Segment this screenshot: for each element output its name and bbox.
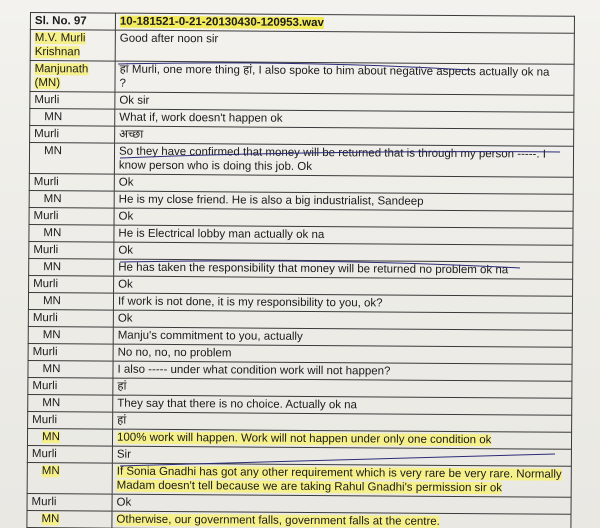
speaker-name: MN xyxy=(43,193,62,206)
dialogue-text: अच्छा xyxy=(119,128,144,141)
speaker-cell xyxy=(29,173,114,191)
speaker-name: MN xyxy=(41,465,60,478)
speaker-name: MN xyxy=(42,363,61,376)
dialogue-text: What if, work doesn't happen ok xyxy=(119,111,283,125)
dialogue-text: Ok xyxy=(116,496,132,509)
transcript-row xyxy=(27,510,571,528)
speaker-cell xyxy=(27,445,112,463)
speaker-name: MN xyxy=(41,513,60,526)
dialogue-text: He has taken the responsibility that money will be returned no problem ok na xyxy=(118,261,509,277)
speaker-name: MN xyxy=(42,295,61,308)
transcript-table xyxy=(26,12,575,528)
serial-number: Sl. No. 97 xyxy=(30,13,115,31)
transcript-row xyxy=(27,462,571,497)
dialogue-text: If Sonia Gnadhi has got any other requirement which is very rare be very rare. Normally Madam doesn't tell because we are taking Rahul Gnadhi's permission sir ok xyxy=(116,465,562,495)
speaker-name: M.V. Murli Krishnan xyxy=(34,32,86,59)
dialogue-text: Sir xyxy=(116,448,132,461)
speaker-cell xyxy=(29,190,114,208)
dialogue-text: हां Murli, one more thing हां, I also spoke to him about negative aspects actually ok na ? xyxy=(119,63,550,90)
dialogue-text: Ok xyxy=(118,176,134,189)
transcript-row xyxy=(30,61,574,96)
speaker-cell xyxy=(29,224,114,242)
dialogue-text: Ok xyxy=(118,210,134,223)
dialogue-text: They say that there is no choice. Actually ok na xyxy=(117,397,358,412)
speaker-cell xyxy=(27,493,112,511)
dialogue-text: Manju's commitment to you, actually xyxy=(117,329,303,343)
speaker-name: MN xyxy=(43,261,62,274)
speaker-name: MN xyxy=(41,431,60,444)
speaker-name: Murli xyxy=(34,94,60,107)
speaker-cell xyxy=(28,360,113,378)
speaker-cell xyxy=(30,126,115,144)
speaker-name: Murli xyxy=(32,414,58,427)
dialogue-text: I also ----- under what condition work will not happen? xyxy=(117,363,391,378)
speaker-name: Murli xyxy=(32,380,58,393)
speaker-name: Murli xyxy=(33,210,59,223)
dialogue-text: हां xyxy=(117,414,127,427)
transcript-row xyxy=(29,143,573,178)
speaker-name: Murli xyxy=(33,176,59,189)
speaker-cell xyxy=(30,30,115,62)
dialogue-text: He is Electrical lobby man actually ok na xyxy=(118,227,325,242)
dialogue-text: So they have confirmed that money will be returned that is through my person -----. I know person who is doing this job. Ok xyxy=(118,145,547,173)
speaker-cell xyxy=(28,292,113,310)
speaker-cell xyxy=(28,326,113,344)
dialogue-text: If work is not done, it is my responsibility to you, ok? xyxy=(117,295,383,310)
speaker-cell xyxy=(29,241,114,259)
speaker-name: MN xyxy=(42,397,61,410)
speaker-cell xyxy=(29,207,114,225)
dialogue-cell xyxy=(114,143,573,177)
dialogue-text: हां xyxy=(117,380,127,393)
speaker-cell xyxy=(28,394,113,412)
speaker-cell xyxy=(30,109,115,127)
speaker-cell xyxy=(27,510,112,528)
speaker-cell xyxy=(28,377,113,395)
speaker-name: Manjunath (MN) xyxy=(34,63,89,90)
dialogue-text: No no, no, no problem xyxy=(117,346,232,360)
dialogue-text: Ok xyxy=(118,278,133,291)
speaker-cell xyxy=(28,309,113,327)
speaker-name: Murli xyxy=(34,128,60,141)
transcript-row xyxy=(30,30,574,65)
dialogue-text: He is my close friend. He is also a big industrialist, Sandeep xyxy=(118,193,424,208)
audio-file-name: 10-181521-0-21-20130430-120953.wav xyxy=(119,15,324,30)
speaker-cell xyxy=(30,92,115,110)
dialogue-text: Ok xyxy=(117,312,133,325)
dialogue-text: Ok sir xyxy=(119,94,150,107)
speaker-name: MN xyxy=(42,329,61,342)
dialogue-text: Ok xyxy=(118,244,134,257)
speaker-name: MN xyxy=(43,227,62,240)
speaker-name: Murli xyxy=(31,496,57,509)
speaker-name: Murli xyxy=(32,312,58,325)
dialogue-cell xyxy=(112,463,571,497)
speaker-cell xyxy=(27,462,112,494)
speaker-cell xyxy=(28,411,113,429)
speaker-cell xyxy=(29,258,114,276)
speaker-cell xyxy=(28,343,113,361)
dialogue-cell xyxy=(115,30,574,64)
dialogue-cell xyxy=(112,511,571,528)
speaker-name: MN xyxy=(43,145,62,158)
speaker-name: Murli xyxy=(33,278,59,291)
dialogue-text: 100% work will happen. Work will not happen under only one condition ok xyxy=(116,431,492,447)
dialogue-cell xyxy=(115,61,574,95)
speaker-cell xyxy=(27,428,112,446)
speaker-name: Murli xyxy=(33,244,59,257)
dialogue-text: Otherwise, our government falls, government falls at the centre. xyxy=(116,513,440,528)
speaker-name: Murli xyxy=(31,448,57,461)
speaker-cell xyxy=(30,61,115,93)
speaker-name: Murli xyxy=(32,346,58,359)
speaker-name: MN xyxy=(44,111,63,124)
dialogue-text: Good after noon sir xyxy=(119,32,219,46)
speaker-cell xyxy=(29,143,114,175)
speaker-cell xyxy=(29,275,114,293)
